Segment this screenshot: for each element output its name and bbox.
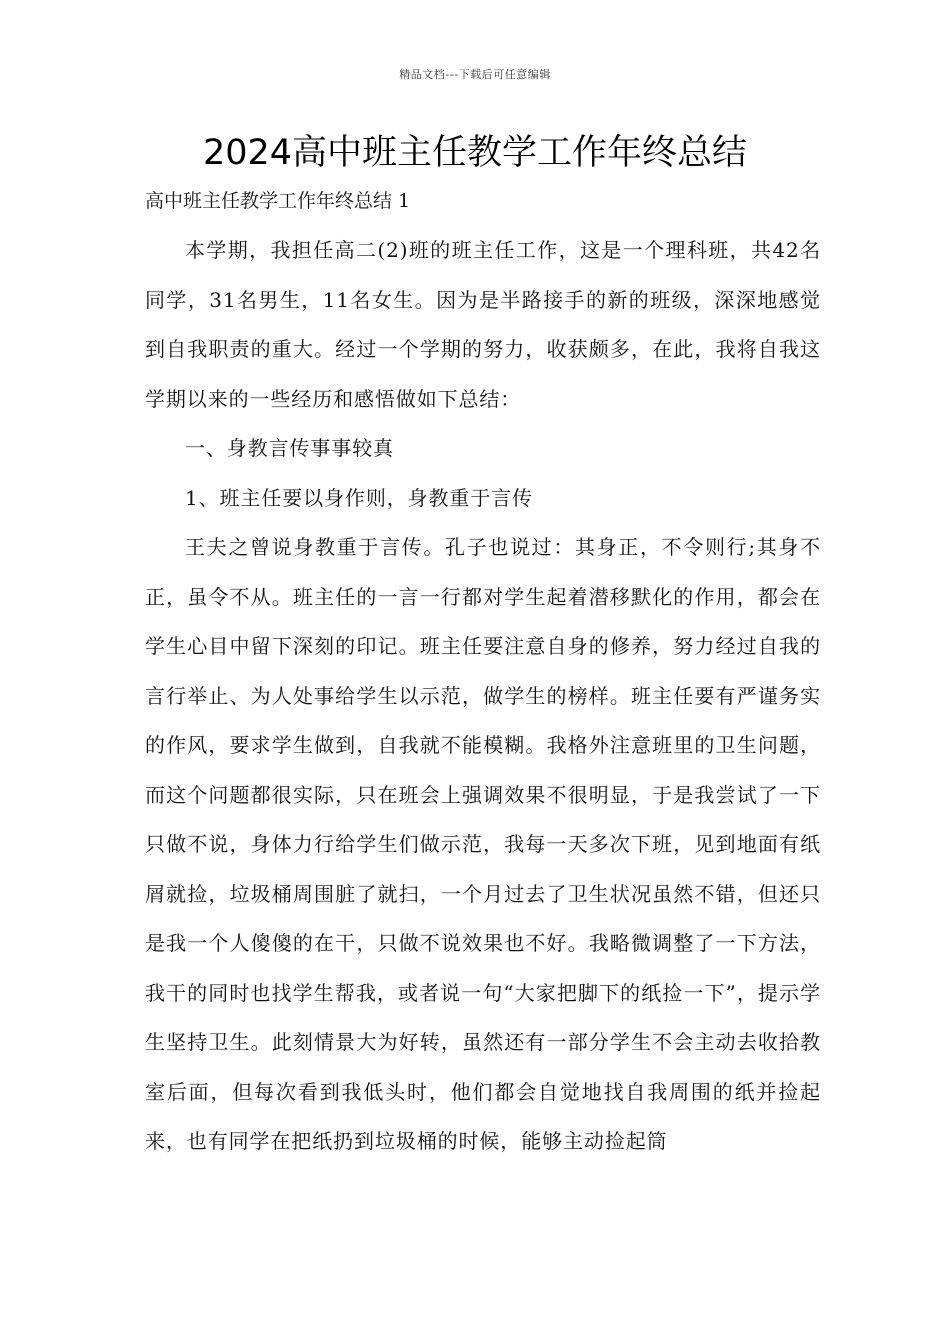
paragraph-intro: 本学期，我担任高二(2)班的班主任工作，这是一个理科班，共42名同学，31名男生，11名女生。因为是半路接手的新的班级，深深地感觉到自我职责的重大。经过一个学期的努力，收获颇多，在此，我将自我这学期以来的一些经历和感悟做如下总结： (145, 238, 821, 411)
paragraph-body: 王夫之曾说身教重于言传。孔子也说过：其身正，不令则行;其身不正，虽令不从。班主任的一言一行都对学生起着潜移默化的作用，都会在学生心目中留下深刻的印记。班主任要注意自身的修养，努力经过自我的言行举止、为人处事给学生以示范，做学生的榜样。班主任要有严谨务实的作风，要求学生做到，自我就不能模糊。我格外注意班里的卫生问题，而这个问题都很实际，只在班会上强调效果不很明显，于是我尝试了一下只做不说，身体力行给学生们做示范，我每一天多次下班，见到地面有纸屑就捡，垃圾桶周围脏了就扫，一个月过去了卫生状况虽然不错，但还只是我一个人傻傻的在干，只做不说效果也不好。我略微调整了一下方法，我干的同时也找学生帮我，或者说一句“大家把脚下的纸捡一下”，提示学生坚持卫生。此刻情景大为好转，虽然还有一部分学生不会主动去收拾教室后面，但每次看到我低头时，他们都会自觉地找自我周围的纸并捡起来，也有同学在把纸扔到垃圾桶的时候，能够主动捡起筒 (145, 535, 821, 1153)
document-title: 2024高中班主任教学工作年终总结 (202, 133, 748, 173)
page-header: 精品文档---下载后可任意编辑 (399, 68, 551, 81)
subsection-heading: 1、班主任要以身作则，身教重于言传 (185, 485, 534, 510)
document-subtitle: 高中班主任教学工作年终总结 1 (145, 190, 411, 212)
document-body (145, 176, 821, 1167)
section-heading: 一、身教言传事事较真 (185, 436, 394, 460)
